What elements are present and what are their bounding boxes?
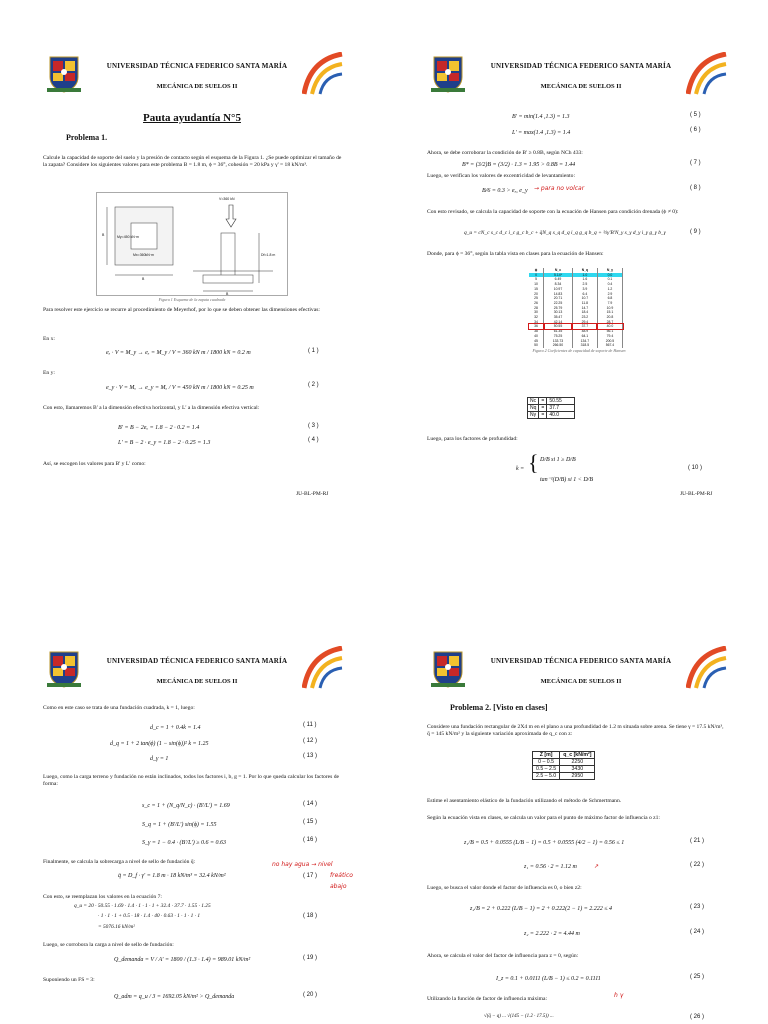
table-cell: 42.14 xyxy=(544,320,573,325)
department-logo-icon xyxy=(686,646,728,690)
equation-16: S_γ = 1 − 0.4 · (B'/L') ≥ 0.6 = 0.63 xyxy=(142,840,227,846)
handwritten-mark-22: ↗ xyxy=(594,863,600,870)
page-4 xyxy=(384,512,768,1024)
table-cell: 75.25 xyxy=(544,334,573,339)
table-header-cell: N_q xyxy=(572,268,597,273)
equation-number-7: ( 7 ) xyxy=(690,160,701,166)
replace-paragraph: Con esto, se reemplazan los valores en la ecuación 7: xyxy=(43,894,162,900)
table-cell: 10.97 xyxy=(544,287,573,292)
problem-2-heading: Problema 2. [Visto en clases] xyxy=(450,703,548,712)
equation-number-22: ( 22 ) xyxy=(690,862,705,868)
equation-number-26: ( 26 ) xyxy=(690,1014,705,1020)
table-row xyxy=(533,766,595,773)
table-row xyxy=(533,759,595,766)
table-cell: 0 xyxy=(529,273,544,278)
eccentricity-paragraph: Luego, se verifican los valores de excentricidad de levantamiento: xyxy=(427,173,576,179)
equation-number-24: ( 24 ) xyxy=(690,929,705,935)
load-label: V=360 kN xyxy=(219,197,235,201)
equation-number-19: ( 19 ) xyxy=(303,955,318,961)
course-name: MECÁNICA DE SUELOS II xyxy=(156,83,238,90)
table-cell: 20 xyxy=(529,292,544,297)
table-cell: = xyxy=(539,412,547,419)
equation-number-9: ( 9 ) xyxy=(690,229,701,235)
equation-1: eₓ · V = M_y → eₓ = M_y / V = 360 kN m / 1800 kN = 0.2 m xyxy=(106,350,251,356)
handwritten-note-17b: freático xyxy=(330,872,353,879)
university-name: UNIVERSIDAD TÉCNICA FEDERICO SANTA MARÍA xyxy=(490,657,672,665)
university-crest-icon xyxy=(431,650,465,688)
qc-table xyxy=(532,751,595,780)
bearing-factors-table xyxy=(527,397,575,419)
department-logo-icon xyxy=(302,52,344,96)
table-cell: 26 xyxy=(529,301,544,306)
equation-number-3: ( 3 ) xyxy=(308,423,319,429)
equation-8: B/6 = 0.3 > eₓ, e_y xyxy=(482,188,528,194)
shape-paragraph: Luego, como la carga terreno y fundación no están inclinados, todos los factores i, b, g = 1. Por lo que queda calcular los factores de forma: xyxy=(43,774,340,788)
table-row xyxy=(528,398,575,405)
table-cell: 6.49 xyxy=(544,277,573,282)
equation-number-11: ( 11 ) xyxy=(303,722,317,728)
table-cell: 20.8 xyxy=(597,315,622,320)
table-cell: 0.5 – 2.5 xyxy=(533,766,560,773)
page-3 xyxy=(0,512,384,1024)
table-cell: 20.71 xyxy=(544,296,573,301)
table-cell: 40 xyxy=(529,334,544,339)
depth-paragraph: Luego, para los factores de profundidad: xyxy=(427,436,518,442)
university-name: UNIVERSIDAD TÉCNICA FEDERICO SANTA MARÍA xyxy=(106,62,288,70)
table-cell: 200.5 xyxy=(597,339,622,344)
equation-number-5: ( 5 ) xyxy=(690,112,701,118)
table-cell: 318.5 xyxy=(572,343,597,348)
en-x-label: En x: xyxy=(43,336,55,342)
equation-9: q_u = cN_c s_c d_c i_c g_c b_c + q̄N_q s_q d_q i_q g_q b_q + ½γ'B'N_γ s_γ d_γ i_γ g_γ b_γ xyxy=(464,230,666,236)
equation-13: d_γ = 1 xyxy=(150,756,169,762)
check-paragraph: Ahora, se debe corroborar la condición de B' ≥ 0.8B, según NCh 433: xyxy=(427,150,583,156)
equation-18-line-3: = 5076.16 kN/m² xyxy=(98,924,135,930)
check-load-paragraph: Luego, se corrobora la carga a nivel de sello de fundación: xyxy=(43,942,174,948)
equation-10-case-1: D/B si 1 ≥ D/B xyxy=(540,457,576,463)
table-cell: 50.55 xyxy=(547,398,575,405)
hansen-factors-table xyxy=(529,268,623,348)
iz-paragraph: Ahora, se calcula el valor del factor de influencia para z = 0, según: xyxy=(427,953,579,959)
university-crest-icon xyxy=(47,55,81,93)
equation-3: B' = B − 2eₓ = 1.8 − 2 · 0.2 = 1.4 xyxy=(118,425,200,431)
equation-26: √(q̄ − q) ... √(145 − (1.2 · 17.5)) ... xyxy=(484,1014,554,1019)
table-cell: 38 xyxy=(529,329,544,334)
table-cell: Nγ xyxy=(528,412,539,419)
table-cell: 22.25 xyxy=(544,301,573,306)
handwritten-note-17a: no hay agua → nivel xyxy=(272,861,333,868)
table-cell: 37.7 xyxy=(572,324,597,329)
university-name: UNIVERSIDAD TÉCNICA FEDERICO SANTA MARÍA xyxy=(490,62,672,70)
table-cell: 10 xyxy=(529,282,544,287)
table-cell: 25.79 xyxy=(544,306,573,311)
table-cell: 2.5 xyxy=(572,282,597,287)
equation-number-1: ( 1 ) xyxy=(308,348,319,354)
equation-number-6: ( 6 ) xyxy=(690,127,701,133)
equation-17: q̄ = D_f · γ' = 1.8 m · 18 kN/m³ = 32.4 kN/m² xyxy=(118,873,226,879)
figure-2-caption: Figura 2 Coeficientes de capacidad de soporte de Hansen xyxy=(532,348,626,353)
table-cell: 61.35 xyxy=(544,329,573,334)
course-name: MECÁNICA DE SUELOS II xyxy=(540,678,622,685)
university-crest-icon xyxy=(431,55,465,93)
equation-number-10: ( 10 ) xyxy=(688,465,703,471)
equation-5: B' = min(1.4 ,1.3) = 1.3 xyxy=(512,114,570,120)
surcharge-paragraph: Finalmente, se calcula la sobrecarga a nivel de sello de fundación q̄: xyxy=(43,859,196,865)
footer: JU-BL-PM-RJ xyxy=(296,491,329,497)
table-cell: 34 xyxy=(529,320,544,325)
b-side-label: B xyxy=(102,233,105,237)
z2-paragraph: Luego, se busca el valor donde el factor de influencia es 0, o bien z2: xyxy=(427,885,582,891)
figure-1-caption: Figura 1 Esquema de la zapata cuadrada xyxy=(158,297,226,302)
equation-18-line-1: q_u = 20 · 50.55 · 1.69 · 1.4 · 1 · 1 · 1 + 32.4 · 37.7 · 1.55 · 1.25 xyxy=(74,903,211,909)
table-cell: 5.14* xyxy=(544,273,573,278)
equation-number-2: ( 2 ) xyxy=(308,382,319,388)
equation-number-4: ( 4 ) xyxy=(308,437,319,443)
table-cell: 10.7 xyxy=(572,296,597,301)
table-cell: 266.50 xyxy=(544,343,573,348)
course-name: MECÁNICA DE SUELOS II xyxy=(540,83,622,90)
equation-number-25: ( 25 ) xyxy=(690,974,705,980)
en-y-label: En y: xyxy=(43,370,55,376)
table-cell: 7.9 xyxy=(597,301,622,306)
table-cell: 29.4 xyxy=(572,320,597,325)
figure-1 xyxy=(96,192,288,296)
table-header-cell: ϕ xyxy=(529,268,544,273)
max-factor-paragraph: Utilizando la función de factor de influencia máxima: xyxy=(427,996,548,1002)
dims-paragraph: Con esto, llamaremos B' a la dimensión efectiva horizontal, y L' a la dimensión efectiva vertical: xyxy=(43,405,260,411)
table-header-cell: N_c xyxy=(544,268,573,273)
equation-11: d_c = 1 + 0.4k = 1.4 xyxy=(150,725,201,731)
df-label: Df=1.8 m xyxy=(261,253,276,257)
table-cell: 134.7 xyxy=(572,339,597,344)
table-cell: 23.2 xyxy=(572,315,597,320)
equation-20: Q_adm = q_u / 3 = 1692.05 kN/m² > Q_demanda xyxy=(114,994,235,1000)
table-row xyxy=(528,405,575,412)
table-cell: 40.0 xyxy=(547,412,575,419)
table-cell: 32 xyxy=(529,315,544,320)
problem-heading: Problema 1. xyxy=(66,133,108,142)
equation-number-13: ( 13 ) xyxy=(303,753,318,759)
table-cell: Nq xyxy=(528,405,539,412)
mx-label: Mx=360kN·m xyxy=(133,253,154,257)
table-paragraph: Donde, para ϕ = 36°, según la tabla vista en clases para la ecuación de Hansen: xyxy=(427,251,604,257)
table-cell: 14.7 xyxy=(572,306,597,311)
meyerhof-paragraph: Para resolver este ejercicio se recurre al procedimiento de Meyerhof, por lo que se deben obtener las dimensiones efectivas: xyxy=(43,307,320,313)
table-cell: 133.73 xyxy=(544,339,573,344)
course-name: MECÁNICA DE SUELOS II xyxy=(156,678,238,685)
handwritten-note-h: h γ xyxy=(614,992,624,999)
k-paragraph: Como en este caso se trata de una fundación cuadrada, k = 1, luego: xyxy=(43,705,195,711)
table-cell: = xyxy=(539,398,547,405)
table-body xyxy=(533,759,595,780)
equation-number-12: ( 12 ) xyxy=(303,738,318,744)
estimate-paragraph: Estime el asentamiento elástico de la fundación utilizando el método de Schmertmann. xyxy=(427,798,622,804)
equation-23: z₂/B = 2 + 0.222 (L/B − 1) = 2 + 0.222(2 − 1) = 2.222 ≤ 4 xyxy=(470,906,613,912)
equation-number-20: ( 20 ) xyxy=(303,992,318,998)
equation-15: S_q = 1 + (B'/L') sin(ϕ) = 1.55 xyxy=(142,822,217,828)
table-cell: 56.1 xyxy=(597,329,622,334)
equation-6: L' = max(1.4 ,1.3) = 1.4 xyxy=(512,130,571,136)
problem-statement: Calcule la capacidad de soporte del suelo y la presión de contacto según el esquema de la Figura 1. ¿Se puede optimizar el tamaño de la zapata? Considere los siguientes valores para este problema B = 1.8 m, ϕ = 36°, cohesión = 20 kPa y γ' = 18 kN/m³. xyxy=(43,155,342,169)
table-cell: 37.7 xyxy=(547,405,575,412)
table-cell: 10.9 xyxy=(597,306,622,311)
equation-number-23: ( 23 ) xyxy=(690,904,705,910)
equation-number-8: ( 8 ) xyxy=(690,185,701,191)
footing-diagram xyxy=(97,193,289,297)
handwritten-note-17c: abajo xyxy=(330,883,347,890)
equation-4: L' = B − 2 · e_y = 1.8 − 2 · 0.25 = 1.3 xyxy=(118,440,211,446)
table-cell: 0.1 xyxy=(597,277,622,282)
table-header-cell: Z [m] xyxy=(533,752,560,759)
hansen-paragraph: Con esto revisado, se calcula la capacidad de soporte con la ecuación de Hansen para condición drenada (ϕ ≠ 0): xyxy=(427,209,679,215)
table-row xyxy=(533,773,595,780)
b-bottom-label: B xyxy=(142,277,145,281)
equation-25: I_z = 0.1 + 0.0111 (L/B − 1) ≤ 0.2 = 0.1111 xyxy=(496,976,601,982)
equation-number-21: ( 21 ) xyxy=(690,838,705,844)
table-cell: 2.9 xyxy=(597,292,622,297)
table-header-cell: N_γ xyxy=(597,268,622,273)
table-cell: Nc xyxy=(528,398,539,405)
table-cell: 1.6 xyxy=(572,277,597,282)
b-ground-label: B xyxy=(226,292,229,296)
equation-10-case-2: tan⁻¹(D/B) si 1 < D/B xyxy=(540,477,594,483)
table-cell: 567.4 xyxy=(597,343,622,348)
choose-paragraph: Así, se escogen los valores para B' y L' como: xyxy=(43,461,146,467)
table-cell: 18.4 xyxy=(572,310,597,315)
brace: { xyxy=(528,450,539,475)
equation-14: s_c = 1 + (N_q/N_c) · (B'/L') = 1.69 xyxy=(142,803,230,809)
table-header-cell: q_c [kN/m²] xyxy=(560,752,595,759)
table-cell: 35.47 xyxy=(544,315,573,320)
table-header-row xyxy=(533,752,595,759)
equation-number-16: ( 16 ) xyxy=(303,837,318,843)
table-cell: 28.7 xyxy=(597,320,622,325)
table-cell: 30.13 xyxy=(544,310,573,315)
table-cell: 0.0 xyxy=(597,273,622,278)
table-cell: 15.1 xyxy=(597,310,622,315)
equation-22: z₁ = 0.56 · 2 = 1.12 m xyxy=(524,864,577,870)
problem-2-statement: Considere una fundación rectangular de 2X4 m en el plano a una profundidad de 1.2 m situada sobre arena. Se tiene γ = 17.5 kN/m³, q̄ = 145 kN/m² y la siguiente variación aproximada de q_c con z: xyxy=(427,724,724,738)
equation-18-line-2: · 1 · 1 · 1 + 0.5 · 18 · 1.4 · 40 · 0.63 · 1 · 1 · 1 · 1 xyxy=(98,913,201,919)
page-title: Pauta ayudantía N°5 xyxy=(143,112,241,124)
table-cell: = xyxy=(539,405,547,412)
page-1 xyxy=(0,0,384,512)
table-cell: 5 xyxy=(529,277,544,282)
table-cell: 30 xyxy=(529,310,544,315)
table-cell: 2950 xyxy=(560,773,595,780)
handwritten-note-8: → para no volcar xyxy=(534,185,585,192)
equation-number-17: ( 17 ) xyxy=(303,873,318,879)
table-cell: 64.1 xyxy=(572,334,597,339)
my-label: My=450 kN·m xyxy=(117,235,139,239)
table-body xyxy=(529,273,623,348)
table-cell: 0 – 0.5 xyxy=(533,759,560,766)
table-cell: 36 xyxy=(529,324,544,329)
equation-19: Q_demanda = V / A' = 1800 / (1.3 · 1.4) = 989.01 kN/m² xyxy=(114,957,251,963)
table-cell: 1.0 xyxy=(572,273,597,278)
table-cell: 28 xyxy=(529,306,544,311)
university-name: UNIVERSIDAD TÉCNICA FEDERICO SANTA MARÍA xyxy=(106,657,288,665)
table-cell: 1.2 xyxy=(597,287,622,292)
equation-24: z₂ = 2.222 · 2 = 4.44 m xyxy=(524,931,580,937)
department-logo-icon xyxy=(686,52,728,96)
table-cell: 2.5 – 5.0 xyxy=(533,773,560,780)
university-crest-icon xyxy=(47,650,81,688)
equation-number-15: ( 15 ) xyxy=(303,819,318,825)
table-cell: 45 xyxy=(529,339,544,344)
table-cell: 3.9 xyxy=(572,287,597,292)
equation-12: d_q = 1 + 2 tan(ϕ) (1 − sin(ϕ))² k = 1.25 xyxy=(110,741,209,747)
equation-number-14: ( 14 ) xyxy=(303,801,318,807)
table-cell: 50 xyxy=(529,343,544,348)
table-cell: 25 xyxy=(529,296,544,301)
table-cell: 11.8 xyxy=(572,301,597,306)
table-cell: 40.0 xyxy=(597,324,622,329)
equation-2: e_y · V = Mₓ → e_y = Mₓ / V = 450 kN m / 1800 kN = 0.25 m xyxy=(106,385,254,391)
table-cell: 2250 xyxy=(560,759,595,766)
table-cell: 0.4 xyxy=(597,282,622,287)
table-cell: 6.8 xyxy=(597,296,622,301)
table-cell: 3430 xyxy=(560,766,595,773)
page-2 xyxy=(384,0,768,512)
table-cell: 15 xyxy=(529,287,544,292)
table-row xyxy=(528,412,575,419)
table-cell: 8.34 xyxy=(544,282,573,287)
equation-21: z₁/B = 0.5 + 0.0555 (L/B − 1) = 0.5 + 0.0555 (4/2 − 1) = 0.56 ≤ 1 xyxy=(464,840,625,846)
table-cell: 48.9 xyxy=(572,329,597,334)
table-cell: 79.4 xyxy=(597,334,622,339)
equation-10-k: k = xyxy=(516,466,525,472)
equation-number-18: ( 18 ) xyxy=(303,913,318,919)
footer: JU-BL-PM-RJ xyxy=(680,491,713,497)
table-cell: 50.55 xyxy=(544,324,573,329)
z1-paragraph: Según la ecuación vista en clases, se calcula un valor para el punto de máximo factor de influencia o z1: xyxy=(427,815,660,821)
table-cell: 6.4 xyxy=(572,292,597,297)
fs-paragraph: Suponiendo un FS = 3: xyxy=(43,977,95,983)
department-logo-icon xyxy=(302,646,344,690)
table-cell: 14.83 xyxy=(544,292,573,297)
equation-7: B* = (3/2)B = (3/2) · 1.3 = 1.95 > 0.8B = 1.44 xyxy=(462,162,576,168)
